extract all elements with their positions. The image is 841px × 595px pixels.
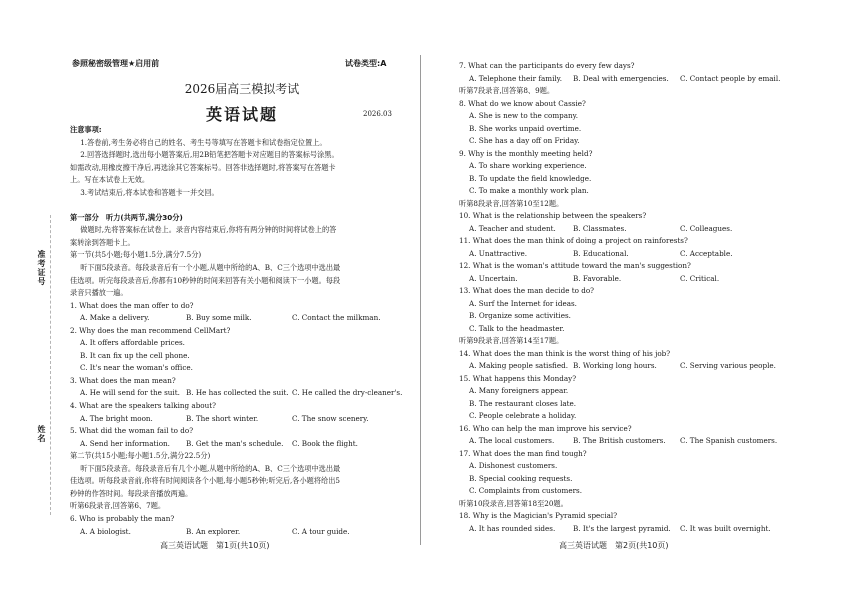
section-instruction: 听第7段录音,回答第8、9题。	[459, 86, 555, 95]
answer-option: C. The snow scenery.	[292, 413, 369, 423]
right-page	[421, 0, 841, 595]
answer-option: C. It's near the woman's office.	[80, 363, 193, 373]
question-stem: 13. What does the man decide to do?	[459, 286, 595, 295]
answer-option: B. An explorer.	[186, 526, 241, 536]
answer-option: A. It offers affordable prices.	[80, 338, 185, 348]
option-row	[70, 526, 416, 539]
exam-date: 2026.03	[363, 110, 392, 118]
answer-option: C. Book the flight.	[292, 438, 358, 448]
answer-option: A. It has rounded sides.	[469, 523, 556, 533]
answer-option: A. Dishonest customers.	[469, 461, 558, 470]
question-stem: 1. What does the man offer to do?	[70, 300, 194, 310]
answer-option: C. Contact the milkman.	[292, 313, 381, 323]
answer-option: A. The bright moon.	[80, 413, 153, 423]
option-row	[459, 435, 829, 448]
answer-option: B. The British customers.	[573, 436, 666, 445]
left-page	[0, 0, 420, 595]
answer-option: B. Educational.	[573, 248, 629, 258]
answer-option: B. She works unpaid overtime.	[469, 123, 582, 133]
instruction-line: 如需改动,用橡皮擦干净后,再选涂其它答案标号。回答非选择题时,将答案写在答题卡	[70, 162, 336, 172]
question-stem: 4. What are the speakers talking about?	[70, 401, 217, 411]
answer-option: C. The Spanish customers.	[680, 436, 778, 445]
instruction-line: 1.答卷前,考生务必将自己的姓名、考生号等填写在答题卡和试卷指定位置上。	[73, 137, 327, 147]
instruction-line: 第一节(共5小题;每小题1.5分,满分7.5分)	[70, 250, 202, 260]
answer-option: A. Send her information.	[80, 438, 170, 448]
instruction-line: 做题时,先将答案标在试卷上。录音内容结束后,你将有两分钟的时间将试卷上的答	[73, 225, 337, 235]
answer-option: B. The short winter.	[186, 413, 259, 423]
answer-option: C. To make a monthly work plan.	[469, 186, 589, 195]
answer-option: C. He called the dry-cleaner's.	[292, 388, 403, 398]
answer-option: A. Surf the Internet for ideas.	[469, 298, 577, 308]
question-stem: 8. What do we know about Cassie?	[459, 98, 586, 108]
option-row	[459, 248, 829, 261]
option-row	[70, 438, 416, 451]
admission-number-label: 准考证号	[37, 250, 46, 286]
answer-option: C. A tour guide.	[292, 526, 350, 536]
question-stem: 17. What does the man find tough?	[459, 448, 587, 458]
option-row	[459, 360, 829, 373]
answer-option: A. Unattractive.	[469, 248, 528, 258]
instruction-line: 上。写在本试卷上无效。	[70, 175, 150, 185]
answer-option: C. Colleagues.	[680, 223, 733, 233]
exam-title: 2026届高三模拟考试	[184, 82, 300, 96]
answer-option: A. To share working experience.	[469, 161, 587, 170]
answer-option: B. Classmates.	[573, 223, 627, 233]
question-stem: 6. Who is probably the man?	[70, 513, 175, 523]
instruction-line	[70, 199, 416, 212]
answer-option: C. Acceptable.	[680, 248, 733, 258]
answer-option: A. She is new to the company.	[469, 111, 579, 120]
answer-option: B. It's the largest pyramid.	[573, 523, 671, 533]
option-row	[70, 413, 416, 426]
question-stem: 18. Why is the Magician's Pyramid special?	[459, 511, 618, 520]
left-page-content	[70, 124, 416, 538]
instruction-line: 佳选项。听完每段录音后,你都有10秒钟的时间来回答有关小题和阅读下一小题。每段	[70, 275, 341, 285]
answer-option: C. She has a day off on Friday.	[469, 136, 580, 145]
option-row	[459, 223, 829, 236]
answer-option: C. Contact people by email.	[680, 73, 781, 83]
answer-option: B. Buy some milk.	[186, 313, 252, 323]
answer-option: A. Telephone their family.	[469, 73, 563, 83]
section-instruction: 听第9段录音,回答第14至17题。	[459, 336, 564, 345]
instruction-line: 听下面5段录音。每段录音后有一个小题,从题中所给的A、B、C三个选项中选出最	[73, 263, 341, 273]
option-row	[459, 273, 829, 286]
question-stem: 16. Who can help the man improve his service?	[459, 423, 632, 433]
right-page-content	[459, 60, 829, 535]
section-instruction: 听第6段录音,回答第6、7题。	[70, 501, 166, 511]
question-stem: 15. What happens this Monday?	[459, 373, 577, 383]
option-row	[459, 73, 829, 86]
instruction-line: 注意事项:	[70, 125, 102, 134]
answer-option: B. To update the field knowledge.	[469, 173, 592, 183]
option-row	[459, 523, 829, 536]
question-stem: 9. Why is the monthly meeting held?	[459, 148, 593, 158]
section-instruction: 听第8段录音,回答第10至12题。	[459, 198, 564, 208]
instruction-line: 录音只播放一遍。	[70, 288, 128, 298]
question-stem: 11. What does the man think of doing a project on rainforests?	[459, 236, 688, 245]
question-stem: 12. What is the woman's attitude toward the man's suggestion?	[459, 261, 691, 270]
question-stem: 14. What does the man think is the worst thing of his job?	[459, 348, 671, 358]
section-instruction: 第二节(共15小题;每小题1.5分,满分22.5分)	[70, 451, 211, 461]
left-page-footer: 高三英语试题 第1页(共10页)	[160, 541, 270, 550]
answer-option: A. He will send for the suit.	[80, 388, 180, 398]
question-stem: 5. What did the woman fail to do?	[70, 426, 194, 436]
binding-line	[50, 215, 51, 515]
question-stem: 3. What does the man mean?	[70, 375, 176, 385]
answer-option: A. Making people satisfied.	[469, 361, 568, 370]
section-instruction: 听第10段录音,回答第18至20题。	[459, 498, 568, 508]
question-stem: 7. What can the participants do every few days?	[459, 61, 635, 70]
answer-option: B. Deal with emergencies.	[573, 73, 669, 83]
answer-option: A. Uncertain.	[469, 273, 518, 283]
answer-option: B. Favorable.	[573, 273, 622, 283]
answer-option: A. A biologist.	[80, 526, 131, 536]
answer-option: A. The local customers.	[469, 436, 555, 445]
section-instruction: 佳选项。听每段录音前,你将有时间阅读各个小题,每小题5秒钟;听完后,各小题将给出5	[70, 476, 340, 486]
secret-level-label: 参照秘密级管理★启用前	[72, 59, 160, 68]
answer-option: B. The restaurant closes late.	[469, 398, 577, 408]
answer-option: C. It was built overnight.	[680, 523, 771, 533]
section-instruction: 听下面5段录音。每段录音后有几个小题,从题中所给的A、B、C三个选项中选出最	[73, 463, 341, 473]
answer-option: B. Special cooking requests.	[469, 473, 573, 483]
answer-option: A. Make a delivery.	[80, 313, 150, 323]
option-row	[70, 312, 416, 325]
section-instruction: 秒钟的作答时间。每段录音播放两遍。	[70, 488, 193, 498]
question-stem: 2. Why does the man recommend CellMart?	[70, 325, 231, 335]
answer-option: B. He has collected the suit.	[186, 388, 289, 398]
question-stem: 10. What is the relationship between the speakers?	[459, 211, 647, 220]
answer-option: B. Organize some activities.	[469, 311, 571, 320]
answer-option: C. Talk to the headmaster.	[469, 323, 565, 333]
instruction-line: 第一部分 听力(共两节,满分30分)	[70, 212, 183, 222]
paper-type-label: 试卷类型:A	[345, 59, 387, 68]
name-label: 姓名	[37, 425, 46, 443]
answer-option: C. Critical.	[680, 273, 720, 283]
answer-option: C. Complaints from customers.	[469, 486, 582, 495]
answer-option: B. Working long hours.	[573, 361, 657, 370]
answer-option: B. Get the man's schedule.	[186, 438, 284, 448]
option-row	[70, 387, 416, 400]
instruction-line: 案转涂到答题卡上。	[70, 237, 135, 247]
answer-option: B. It can fix up the cell phone.	[80, 350, 190, 360]
subject-title: 英语试题	[205, 105, 278, 124]
right-page-footer: 高三英语试题 第2页(共10页)	[559, 541, 669, 550]
answer-option: C. Serving various people.	[680, 361, 776, 370]
answer-option: C. People celebrate a holiday.	[469, 411, 577, 420]
answer-option: A. Many foreigners appear.	[469, 386, 569, 395]
instruction-line: 2.回答选择题时,选出每小题答案后,用2B铅笔把答题卡对应题目的答案标号涂黑。	[73, 150, 339, 160]
answer-option: A. Teacher and student.	[469, 223, 556, 233]
instruction-line: 3.考试结束后,将本试卷和答题卡一并交回。	[73, 187, 219, 197]
